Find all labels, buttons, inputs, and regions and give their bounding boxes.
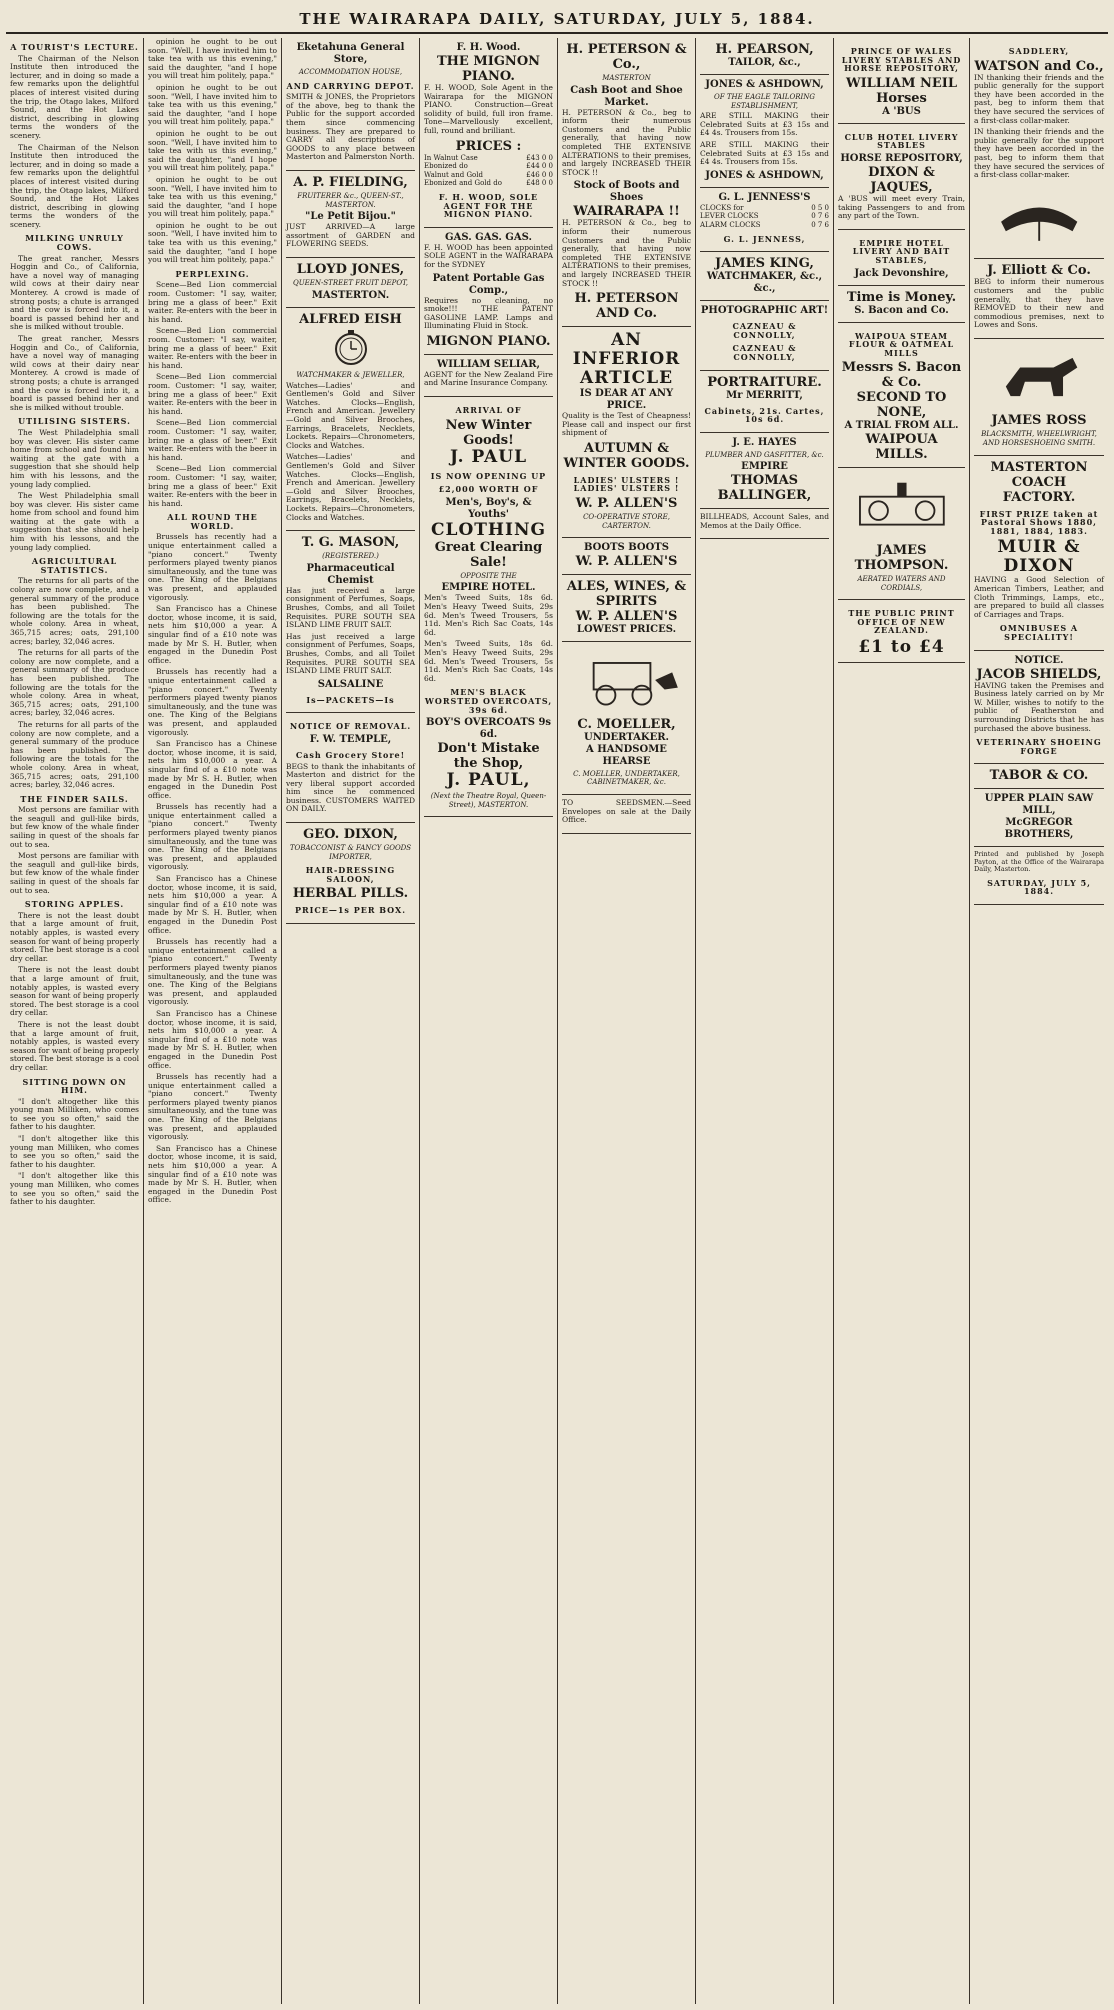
empire-stables: EMPIRE HOTEL LIVERY AND BAIT STABLES, [852, 237, 951, 265]
shields-text: HAVING taken the Premises and Business lately carried on by Mr W. Miller, wishes to notify to the public of Featherston and surrounding Districts that he has purchased the above business. [974, 680, 1104, 733]
clock-value: 0 7 6 [811, 220, 829, 229]
wales-ad [838, 38, 965, 124]
price-label: Ebonized do [424, 162, 468, 171]
jenness-sign: G. L. JENNESS, [723, 233, 806, 244]
club-head: CLUB HOTEL LIVERY STABLES [844, 131, 959, 151]
world-text-8: San Francisco has a Chinese doctor, whose income, it is said, nets him $10,000 a year. A singular find of a £10 note was made by Mr S. H. Butler, when engaged in the Dunedin Post office. [148, 1008, 277, 1070]
paul-arrival: ARRIVAL OF [455, 405, 522, 416]
mason-ad [286, 531, 415, 713]
jenness-title: G. L. JENNESS'S [718, 191, 811, 203]
trial: A TRIAL FROM ALL. [844, 420, 959, 432]
paul-head: New Winter Goods! [445, 417, 532, 448]
world-text-7: Brussels has recently had a unique entertainment called a "piano concert." Twenty performers played twenty pianos simultaneously, and the tune was one. The King of the Belgians was present, and applauded vigorously. [148, 937, 277, 1007]
ross: JAMES ROSS [991, 413, 1087, 429]
price-value: £44 0 0 [526, 162, 553, 171]
thompson: JAMES THOMPSON. [854, 542, 949, 573]
eish-text: Watches—Ladies' and Gentlemen's Gold and Silver Watches. Clocks—English, French and American. Jewellery—Gold and Silver Brooches, Earrings, Bracelets, Necklets, Lockets. Repairs—Chronometers, Clocks and Watches. [286, 380, 415, 450]
peterson-text: H. PETERSON & Co., beg to inform their numerous Customers and the Public generally, that having now completed THE EXTENSIVE ALTERATIONS to their premises, and largely INCREASED THEIR STOCK !! [562, 107, 691, 177]
devonshire: Jack Devonshire, [854, 267, 949, 279]
lloyd-town: MASTERTON. [311, 289, 390, 301]
allen-sub: CO-OPERATIVE STORE, CARTERTON. [583, 513, 670, 530]
paul-list: Men's Tweed Suits, 18s 6d. Men's Heavy Tweed Suits, 29s 6d. Men's Tweed Trousers, 5s 11d. Men's Rich Sac Coats, 14s 6d. [424, 593, 553, 637]
billheads-ad [700, 509, 829, 539]
paul-overcoats: MEN'S BLACK WORSTED OVERCOATS, 39s 6d. [424, 687, 553, 715]
story-text-4: opinion he ought to be out soon. "Well, I have invited him to take tea with us this evening," said the daughter, "and I hope you will treat him politely, papa." [148, 174, 277, 219]
bacon-2: Messrs S. Bacon & Co. [841, 360, 962, 391]
inferior: AN INFERIOR ARTICLE [572, 330, 681, 389]
dixon-title: GEO. DIXON, [303, 827, 398, 843]
perplexing-text: Scene—Bed Lion commercial room. Customer: "I say, waiter, bring me a glass of beer." Exit waiter. Re-enters with the beer in his hand. [148, 280, 277, 324]
dixon-sub: TOBACCONIST & FANCY GOODS IMPORTER, [289, 844, 412, 861]
perplexing-text-2: Scene—Bed Lion commercial room. Customer: "I say, waiter, bring me a glass of beer." Exit waiter. Re-enters with the beer in his hand. [148, 326, 277, 370]
fielding-motto: "Le Petit Bijou." [305, 211, 396, 223]
mason-text-2: Has just received a large consignment of Perfumes, Soaps, Brushes, Combs, and all Toilet Requisites. PURE SOUTH SEA ISLAND LIME FRUIT SALT. [286, 631, 415, 676]
sisters-text: The West Philadelphia small boy was clever. His sister came home from school and found him waiting at the gate with a suggestion that she should help him with his lessons, and the young lady complied. [10, 427, 139, 489]
cazneau: CAZNEAU & CONNOLLY, [732, 321, 797, 340]
column-6 [696, 38, 834, 2004]
clock-row [700, 212, 829, 221]
seed-ad [562, 795, 691, 834]
sitting-text-2: "I don't altogether like this young man Milliken, who comes to see you so often," said the father to his daughter. [10, 1134, 139, 1169]
inferior-text: Quality is the Test of Cheapness! Please call and inspect our first shipment of [562, 411, 691, 438]
herbal-pills: HERBAL PILLS. [292, 886, 409, 902]
one-pound: £1 to £4 [858, 636, 945, 657]
billheads: BILLHEADS, Account Sales, and Memos at the Daily Office. [700, 512, 829, 530]
clock-value: 0 5 0 [811, 203, 829, 212]
dixon-jaques: DIXON & JAQUES, [868, 164, 935, 195]
clock-label: ALARM CLOCKS [700, 220, 761, 229]
jones-head-2: JONES & ASHDOWN, [705, 169, 824, 181]
allen-name: W. P. ALLEN'S [575, 496, 678, 512]
peterson-title: H. PETERSON & Co., [566, 42, 687, 72]
finder-text-2: Most persons are familiar with the seagull and gull-like birds, but few know of the whale finder sailing in quest of the shoals far out to sea. [10, 851, 139, 895]
watch-icon [331, 327, 371, 367]
thompson-ad [838, 468, 965, 600]
waipoua-ad [838, 323, 965, 469]
photo-ad [700, 301, 829, 370]
imprint: Printed and published by Joseph Payton, at the Office of the Wairarapa Daily, Masterton. [974, 850, 1104, 874]
inferior-ad [562, 327, 691, 538]
world-text-9: Brussels has recently had a unique entertainment called a "piano concert." Twenty performers played twenty pianos simultaneously, and the tune was one. The King of the Belgians was present, and applauded vigorously. [148, 1072, 277, 1142]
clock-label: CLOCKS for [700, 203, 744, 212]
apples-heading: STORING APPLES. [24, 899, 125, 910]
lloyd-sub: QUEEN-STREET FRUIT DEPOT, [293, 278, 408, 287]
world-text: Brussels has recently had a unique entertainment called a "piano concert." Twenty performers played twenty pianos simultaneously, and the tune was one. The King of the Belgians was present, and applauded vigorously. [148, 532, 277, 602]
agri-heading: AGRICULTURAL STATISTICS. [31, 556, 118, 575]
finder-text: Most persons are familiar with the seagull and gull-like birds, but few know of the whale finder sailing in quest of the shoals far out to sea. [10, 805, 139, 849]
allen-ales: ALES, WINES, & SPIRITS [566, 579, 687, 610]
waipoua-mills: WAIPOUA MILLS. [865, 432, 938, 463]
paul-goods: Men's, Boy's, & Youths' [445, 496, 532, 520]
fielding-ad [286, 171, 415, 258]
photo-head: PHOTOGRAPHIC ART! [700, 305, 829, 317]
notice-head: NOTICE OF REMOVAL. [289, 721, 412, 732]
empire: EMPIRE [741, 461, 788, 473]
milking-text: The great rancher, Messrs Hoggin and Co., of California, have a novel way of managing wild cows at their dairy near Monterey. A crowd is made of strong posts; a chute is arranged and the cow is forced into it, a board is passed behind her and she is milked without trouble. [10, 253, 139, 332]
agri-text-3: The returns for all parts of the colony are now complete, and a general summary of the produce has been published. The following are the totals for the whole colony. Area in wheat, 365,715 acres; oats, 291,100 acres; barley, 32,046 acres. [10, 719, 139, 790]
mason-title: T. G. MASON, [301, 535, 400, 551]
pearson-sub: TAILOR, &c., [728, 57, 801, 68]
imprint-date: SATURDAY, JULY 5, 1884. [987, 877, 1091, 897]
paul-list-2: Men's Tweed Suits, 18s 6d. Men's Heavy Tweed Suits, 29s 6d. Men's Tweed Trousers, 5s 11d. Men's Rich Sac Coats, 14s 6d. [424, 639, 553, 683]
world-text-10: San Francisco has a Chinese doctor, whose income, it is said, nets him $10,000 a year. A singular find of a £10 note was made by Mr S. H. Butler, when engaged in the Dunedin Post office. [148, 1143, 277, 1205]
salsaline: SALSALINE [317, 678, 384, 690]
mason-text: Has just received a large consignment of Perfumes, Soaps, Brushes, Combs, and all Toilet Requisites. PURE SOUTH SEA ISLAND LIME FRUIT SALT. [286, 585, 415, 630]
allen-name-3: W. P. ALLEN'S [575, 609, 678, 625]
eketahuna-ad [286, 38, 415, 171]
store-title: Eketahuna General Store, [296, 42, 405, 65]
autumn: AUTUMN & WINTER GOODS. [563, 440, 690, 471]
repository: HORSE REPOSITORY, [840, 152, 963, 164]
story-text-2: opinion he ought to be out soon. "Well, I have invited him to take tea with us this evening," said the daughter, "and I hope you will treat him politely, papa." [148, 82, 277, 127]
apples-text-2: There is not the least doubt that a large amount of fruit, notably apples, is wasted every season for want of being properly stored. The best storage is a cool dry cellar. [10, 965, 139, 1018]
temple-title: F. W. TEMPLE, [309, 733, 392, 745]
prizes: FIRST PRIZE taken at Pastoral Shows 1880, 1881, 1884, 1883. [979, 508, 1099, 536]
peterson-head: Cash Boot and Shoe Market. [570, 84, 683, 108]
saddle-illustration-icon [982, 187, 1096, 247]
apples-text-3: There is not the least doubt that a large amount of fruit, notably apples, is wasted every season for want of being properly stored. The best storage is a cool dry cellar. [10, 1019, 139, 1072]
sitting-text: "I don't altogether like this young man Milliken, who comes to see you so often," said the father to his daughter. [10, 1096, 139, 1132]
price-value: £43 0 0 [526, 153, 553, 162]
column-2 [144, 38, 282, 2004]
world-text-4: San Francisco has a Chinese doctor, whose income, it is said, nets him $10,000 a year. A singular find of a £10 note was made by Mr S. H. Butler, when engaged in the Dunedin Post office. [148, 739, 277, 800]
column-1 [6, 38, 144, 2004]
imprint-ad [974, 847, 1104, 905]
ross-ad [974, 339, 1104, 456]
temple-text: BEGS to thank the inhabitants of Masterton and district for the very liberal support accorded him since he commenced business. CUSTOMERS WAITED ON DAILY. [286, 761, 415, 814]
seliar-title: WILLIAM SELIAR, [436, 358, 541, 370]
second: SECOND TO NONE, [856, 390, 947, 421]
ballinger: THOMAS BALLINGER, [717, 473, 812, 504]
paul-opp: OPPOSITE THE [460, 571, 517, 580]
perplexing-text-3: Scene—Bed Lion commercial room. Customer: "I say, waiter, bring me a glass of beer." Exit waiter. Re-enters with the beer in his hand. [148, 372, 277, 416]
peterson-stock: Stock of Boots and Shoes [573, 180, 680, 204]
watson-text: IN thanking their friends and the public generally for the support they have been accorded in the past, beg to inform them that they have secured the services of a first-class collar-maker. [974, 72, 1104, 125]
allen-boots: BOOTS BOOTS [584, 542, 669, 554]
merritt: Mr MERRITT, [726, 389, 803, 401]
lloyd-title: LLOYD JONES, [296, 261, 405, 277]
apples-text: There is not the least doubt that a large amount of fruit, notably apples, is wasted every season for want of being properly stored. The best storage is a cool dry cellar. [10, 910, 139, 963]
merritt-price: Cabinets, 21s. Cartes, 10s 6d. [704, 405, 825, 425]
jones-sub: OF THE EAGLE TAILORING ESTABLISHMENT, [714, 93, 815, 110]
hayes-title: J. E. HAYES [732, 436, 797, 448]
club-ad [838, 124, 965, 230]
perplexing-text-4: Scene—Bed Lion commercial room. Customer: "I say, waiter, bring me a glass of beer." Exit waiter. Re-enters with the beer in his hand. [148, 418, 277, 462]
pearson-ad [700, 38, 829, 75]
price-row [424, 162, 553, 171]
tabor-ad [974, 764, 1104, 789]
paul-footer: (Next the Theatre Royal, Queen-Street), MASTERTON. [430, 792, 547, 809]
paul-boys: BOY'S OVERCOATS 9s 6d. [425, 717, 552, 741]
jones-text-2: ARE STILL MAKING their Celebrated Suits at £3 15s and £4 4s. Trousers from 15s. [700, 139, 829, 167]
world-text-2: San Francisco has a Chinese doctor, whose income, it is said, nets him $10,000 a year. A singular find of a £10 note was made by Mr S. H. Butler, when engaged in the Dunedin Post office. [148, 604, 277, 665]
jones-ad [700, 75, 829, 188]
allen-prices: LOWEST PRICES. [576, 624, 677, 636]
sisters-heading: UTILISING SISTERS. [18, 416, 131, 427]
story-text: opinion he ought to be out soon. "Well, I have invited him to take tea with us this evening," said the daughter, "and I hope you will treat him politely, papa." [148, 38, 277, 81]
agri-text-2: The returns for all parts of the colony are now complete, and a general summary of the produce has been published. The following are the totals for the whole colony. Area in wheat, 365,715 acres; oats, 291,100 acres; barley, 32,046 acres. [10, 648, 139, 718]
sisters-text-2: The West Philadelphia small boy was clever. His sister came home from school and found him waiting at the gate with a suggestion that she should help him with his lessons, and the young lady complied. [10, 491, 139, 552]
jenness-ad [700, 188, 829, 252]
wood-sole: F. H. WOOD, SOLE AGENT FOR THE MIGNON PIANO. [438, 191, 539, 220]
fielding-title: A. P. FIELDING, [293, 174, 408, 190]
temple-ad [286, 713, 415, 823]
seed-text: TO SEEDSMEN.—Seed Envelopes on sale at the Daily Office. [562, 798, 691, 825]
portraiture: PORTRAITURE. [707, 374, 822, 390]
lecture-heading: A TOURIST'S LECTURE. [10, 42, 139, 52]
paul-name-2: J. PAUL, [446, 770, 531, 791]
column-4 [420, 38, 558, 2004]
price-value: £46 0 0 [526, 170, 553, 179]
eish-text-2: Watches—Ladies' and Gentlemen's Gold and Silver Watches. Clocks—English, French and American. Jewellery—Gold and Silver Brooches, Earrings, Bracelets, Necklets, Lockets. Repairs—Chronometers, Clocks and Watches. [286, 452, 415, 522]
story-text-5: opinion he ought to be out soon. "Well, I have invited him to take tea with us this evening," said the daughter, "and I hope you will treat him politely, papa." [148, 220, 277, 265]
masthead-title: THE WAIRARAPA DAILY, SATURDAY, JULY 5, 1884. [299, 10, 815, 28]
hearse-illustration-icon [570, 650, 684, 710]
horses-head: Horses [876, 90, 927, 106]
world-text-3: Brussels has recently had a unique entertainment called a "piano concert." Twenty performers played twenty pianos simultaneously, and the tune was one. The King of the Belgians was present, and applauded vigorously. [148, 667, 277, 737]
store-sub: ACCOMMODATION HOUSE, [298, 68, 403, 76]
lemonade: AERATED WATERS AND CORDIALS, [857, 574, 946, 592]
bacon: S. Bacon and Co. [854, 304, 949, 316]
store-text: SMITH & JONES, the Proprietors of the above, beg to thank the Public for the support accorded them since commencing business. They are prepared to CARRY all descriptions of GOODS to any place between Masterton and Palmerston North. [286, 92, 415, 162]
perplexing-heading: PERPLEXING. [175, 268, 250, 279]
mignon-text: F. H. WOOD, Sole Agent in the Wairarapa for the MIGNON PIANO. Construction—Great solidity of build, full iron frame. Tone—Marvellously excellent, full, round and brilliant. [424, 83, 553, 135]
machine-illustration-icon [846, 476, 958, 536]
moeller-footer: C. MOELLER, UNDERTAKER, CABINETMAKER, &c. [573, 769, 680, 787]
portraiture-ad [700, 371, 829, 433]
pearson-title: H. PEARSON, [715, 42, 814, 57]
world-text-5: Brussels has recently had a unique entertainment called a "piano concert." Twenty performers played twenty pianos simultaneously, and the tune was one. The King of the Belgians was present, and applauded vigorously. [148, 802, 277, 872]
paul-name: J. PAUL [449, 446, 528, 467]
paul-cloth: CLOTHING [430, 519, 546, 540]
allen-boots-ad [562, 538, 691, 575]
price-value: £48 0 0 [526, 179, 553, 188]
sitting-heading: SITTING DOWN ON HIM. [22, 1076, 127, 1096]
milking-heading: MILKING UNRULY COWS. [25, 233, 124, 253]
moeller-sub: UNDERTAKER. [583, 731, 670, 743]
gas-text: F. H. WOOD has been appointed SOLE AGENT in the WAIRARAPA for the SYDNEY [424, 242, 553, 269]
king-sub: WATCHMAKER, &c., &c., [706, 271, 823, 295]
column-3 [282, 38, 420, 2004]
paul-ad [424, 397, 553, 817]
mill-ad [974, 789, 1104, 847]
cazneau-2: CAZNEAU & CONNOLLY, [732, 343, 797, 362]
lecture-text: The Chairman of the Nelson Institute then introduced the lecturer, and in doing so made a few remarks upon the delightful places of interest visited during the trip, the Otago lakes, Milford Sound, and the Hot Lakes district, describing in glowing terms the wonders of the scenery. [10, 53, 139, 140]
world-text-6: San Francisco has a Chinese doctor, whose income, it is said, nets him $10,000 a year. A singular find of a £10 note was made by Mr S. H. Butler, when engaged in the Dunedin Post office. [148, 874, 277, 935]
column-8 [970, 38, 1108, 2004]
dixon-ad [286, 823, 415, 924]
hayes-sub: PLUMBER AND GASFITTER, &c. [705, 450, 824, 459]
finder-heading: THE FINDER SAILS. [20, 793, 129, 804]
world-heading: ALL ROUND THE WORLD. [167, 512, 258, 531]
fielding-sub: FRUITERER &c., QUEEN-ST., MASTERTON. [297, 191, 404, 209]
wood-title: F. H. Wood. [456, 42, 521, 53]
seliar-text: AGENT for the New Zealand Fire and Marine Insurance Company. [424, 369, 553, 388]
moeller-hearse: A HANDSOME HEARSE [586, 743, 667, 767]
paul-worth: £2,000 WORTH OF [438, 484, 539, 495]
masthead-rule [6, 32, 1108, 34]
peterson-ad [562, 38, 691, 327]
mason-sub: (REGISTERED.) [322, 552, 379, 561]
elliott: J. Elliott & Co. [987, 263, 1091, 279]
ross-sub: BLACKSMITH, WHEELWRIGHT, AND HORSESHOEING SMITH. [981, 430, 1097, 448]
waipoua-head: WAIPOUA STEAM FLOUR & OATMEAL MILLS [848, 330, 955, 358]
shields-ad [974, 651, 1104, 765]
clock-row [700, 204, 829, 213]
mason-head: Pharmaceutical Chemist [306, 562, 395, 586]
horse-illustration-icon [982, 347, 1096, 407]
moeller-name: C. MOELLER, [577, 716, 676, 732]
mignon-title: THE MIGNON PIANO. [436, 54, 541, 84]
wales-head: PRINCE OF WALES LIVERY STABLES AND HORSE REPOSITORY, [841, 46, 962, 74]
inferior-dear: IS DEAR AT ANY PRICE. [579, 388, 674, 412]
mignon-ad [424, 38, 553, 228]
neil-title: WILLIAM NEIL [845, 75, 958, 91]
clock-label: LEVER CLOCKS [700, 212, 759, 221]
peterson-sign: H. PETERSON AND Co. [574, 291, 679, 322]
salsaline-sub: Is—PACKETS—Is [306, 694, 395, 705]
moeller-ad [562, 642, 691, 795]
muir: MUIR & DIXON [997, 537, 1081, 577]
herbal-price: PRICE—1s PER BOX. [294, 905, 406, 916]
paul-hotel: EMPIRE HOTEL. [441, 582, 536, 594]
notice: NOTICE. [1014, 654, 1064, 666]
column-7 [834, 38, 970, 2004]
bus-text: A 'BUS will meet every Train, taking Passengers to and from any part of the Town. [838, 193, 965, 221]
peterson-text-2: H. PETERSON & Co., beg to inform their numerous Customers and the Public generally, that having now completed THE EXTENSIVE ALTERATIONS to their premises, and largely INCREASED THEIR STOCK !! [562, 218, 691, 288]
fielding-text: JUST ARRIVED—A large assortment of GARDEN and FLOWERING SEEDS. [286, 222, 415, 249]
price-label: Walnut and Gold [424, 170, 483, 179]
peterson-town: MASTERTON [602, 74, 651, 82]
peterson-wai: WAIRARAPA !! [573, 204, 680, 220]
king-ad [700, 252, 829, 301]
gas-text-2: Requires no cleaning, no smoke!!! THE PATENT GASOLINE LAMP. Lamps and Illuminating Fluid in Stock. [424, 295, 553, 331]
clock-row [700, 221, 829, 230]
paul-sale: Great Clearing Sale! [434, 539, 543, 570]
gas-ad [424, 228, 553, 355]
price-row [424, 179, 553, 188]
price-label: In Walnut Case [424, 153, 478, 162]
agri-text: The returns for all parts of the colony are now complete, and a general summary of the produce has been published. The following are the totals for the whole colony. Area in wheat, 365,715 acres; oats, 291,100 acres; barley, 32,046 acres. [10, 576, 139, 646]
watson-ad [974, 38, 1104, 259]
milking-text-2: The great rancher, Messrs Hoggin and Co., of California, have a novel way of managing wild cows at their dairy near Monterey. A crowd is made of strong posts; a chute is arranged and the cow is forced into it, a board is passed behind her and she is milked without trouble. [10, 334, 139, 412]
forge: VETERINARY SHOEING FORGE [976, 737, 1102, 756]
allen-ales-ad [562, 575, 691, 642]
mcgregor: McGREGOR BROTHERS, [1004, 817, 1074, 841]
price-row [424, 154, 553, 163]
sitting-text-3: "I don't altogether like this young man Milliken, who comes to see you so often," said the father to his daughter. [10, 1171, 139, 1207]
elliott-ad [974, 259, 1104, 339]
jones-text: ARE STILL MAKING their Celebrated Suits at £3 15s and £4 4s. Trousers from 15s. [700, 111, 829, 138]
ulsters: LADIES' ULSTERS ! LADIES' ULSTERS ! [573, 474, 680, 494]
empire-stables-ad [838, 230, 965, 286]
eish-title: ALFRED EISH [299, 311, 402, 327]
coach-ad [974, 456, 1104, 651]
watson: WATSON and Co., [974, 58, 1104, 74]
lloyd-ad [286, 258, 415, 308]
coach: MASTERTON COACH FACTORY. [990, 459, 1088, 505]
money: Time is Money. [846, 289, 957, 305]
jones-head: JONES & ASHDOWN, [705, 79, 824, 90]
paul-open: IS NOW OPENING UP [430, 470, 547, 481]
columns [6, 38, 1108, 2004]
hayes-ad [700, 433, 829, 510]
saddlery: SADDLERY, [1008, 46, 1070, 56]
shields: JACOB SHIELDS, [976, 666, 1102, 682]
eish-ad [286, 308, 415, 532]
eish-sub: WATCHMAKER & JEWELLER, [296, 371, 405, 380]
mignon-2: MIGNON PIANO. [426, 333, 551, 349]
mill: UPPER PLAIN SAW MILL, [984, 793, 1094, 817]
store-sub2: AND CARRYING DEPOT. [286, 80, 415, 91]
clock-value: 0 7 6 [811, 212, 829, 221]
prices-head: PRICES : [455, 138, 522, 154]
dixon-sub2: HAIR-DRESSING SALOON, [305, 865, 396, 884]
omnibuses: OMNIBUSES A SPECIALITY! [999, 623, 1079, 642]
gas-sub: Patent Portable Gas Comp., [432, 272, 545, 296]
king-title: JAMES KING, [715, 256, 814, 272]
tabor: TABOR & CO. [989, 768, 1089, 784]
money-ad [838, 286, 965, 323]
story-text-3: opinion he ought to be out soon. "Well, I have invited him to take tea with us this evening," said the daughter, "and I hope you will treat him politely, papa." [148, 128, 277, 173]
lecture-text-2: The Chairman of the Nelson Institute then introduced the lecturer, and in doing so made a few remarks upon the delightful places of interest visited during the trip, the Otago lakes, Milford Sound, and the Hot Lakes district, describing in glowing terms the wonders of the scenery. [10, 142, 139, 229]
price-row [424, 171, 553, 180]
perplexing-text-5: Scene—Bed Lion commercial room. Customer: "I say, waiter, bring me a glass of beer." Exit waiter. Re-enters with the beer in his hand. [148, 464, 277, 508]
watson-text-2: IN thanking their friends and the public generally for the support they have been accorded in the past, beg to inform them that they have secured the services of a first-class collar-maker. [974, 127, 1104, 180]
paul-mistake: Don't Mistake the Shop, [437, 741, 540, 772]
elliott-text: BEG to inform their numerous customers and the public generally, that they have REMOVED to their new and commodious premises, next to Lowes and Sons. [974, 277, 1104, 330]
printing: THE PUBLIC PRINT OFFICE OF NEW ZEALAND. [848, 608, 955, 636]
gas-head: GAS. GAS. GAS. [445, 231, 532, 243]
seliar-ad [424, 355, 553, 397]
bus-head: A 'BUS [882, 105, 921, 117]
price-label: Ebonized and Gold do [424, 179, 502, 188]
printing-ad [838, 600, 965, 663]
allen-name-2: W. P. ALLEN'S [575, 554, 678, 570]
column-5 [558, 38, 696, 2004]
muir-text: HAVING a Good Selection of American Timbers, Leather, and Cloth Trimmings, Lamps, etc., are prepared to build all classes of Carriages and Traps. [974, 575, 1104, 619]
temple-sub: Cash Grocery Store! [295, 749, 406, 760]
